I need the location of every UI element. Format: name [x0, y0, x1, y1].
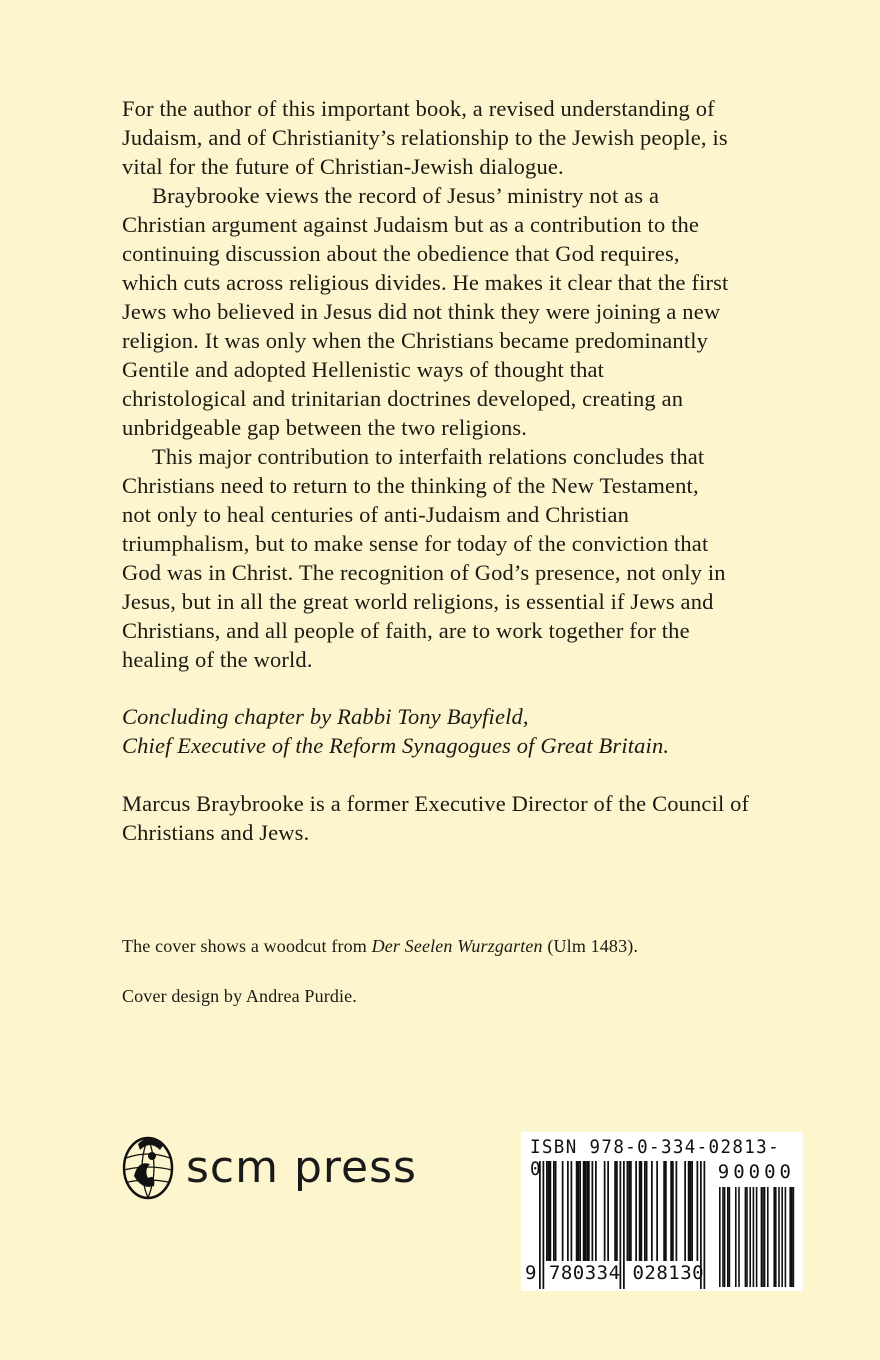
- blurb-line: which cuts across religious divides. He makes it clear that the first: [122, 270, 729, 295]
- author-bio-line: Marcus Braybrooke is a former Executive Director of the Council of: [122, 791, 750, 816]
- globe-woodcut-icon: [120, 1130, 180, 1205]
- price-addon-number: 90000: [717, 1161, 795, 1183]
- addon-bar: [785, 1187, 787, 1287]
- blurb-line: Gentile and adopted Hellenistic ways of thought that: [122, 357, 605, 382]
- addon-bar: [729, 1187, 731, 1287]
- blurb-line: Christians need to return to the thinking of the New Testament,: [122, 473, 699, 498]
- addon-bar: [727, 1187, 729, 1287]
- cover-credit: [122, 932, 638, 961]
- addon-bar: [724, 1187, 726, 1287]
- publisher-name: scm press: [186, 1142, 417, 1193]
- blurb-line: For the author of this important book, a revised understanding of: [122, 96, 715, 121]
- addon-bar: [745, 1187, 747, 1287]
- addon-bar: [761, 1187, 763, 1287]
- addon-bar: [719, 1187, 721, 1287]
- blurb-line: continuing discussion about the obedience that God requires,: [122, 241, 680, 266]
- addon-bar: [793, 1187, 795, 1287]
- blurb-line: Christian argument against Judaism but as a contribution to the: [122, 212, 700, 237]
- addon-bar: [789, 1187, 791, 1287]
- addon-bar: [722, 1187, 724, 1287]
- concluding-credit-line: Concluding chapter by Rabbi Tony Bayfield,: [122, 704, 529, 729]
- blurb-line: unbridgeable gap between the two religions.: [122, 415, 528, 440]
- addon-bar: [775, 1187, 777, 1287]
- ean-number: 9 780334 028130: [525, 1262, 705, 1284]
- woodcut-source-title: Der Seelen Wurzgarten: [371, 936, 543, 956]
- addon-bar: [781, 1187, 783, 1287]
- publisher-logo: [120, 1130, 420, 1205]
- cover-design-credit: Cover design by Andrea Purdie.: [122, 986, 357, 1006]
- blurb-line: not only to heal centuries of anti-Judaism and Christian: [122, 502, 630, 527]
- addon-bar: [773, 1187, 775, 1287]
- addon-bar: [764, 1187, 766, 1287]
- addon-bar: [756, 1187, 758, 1287]
- addon-bar: [762, 1187, 764, 1287]
- author-bio-line: Christians and Jews.: [122, 820, 310, 845]
- addon-bar: [738, 1187, 740, 1287]
- blurb-line: Jesus, but in all the great world religions, is essential if Jews and: [122, 589, 714, 614]
- blurb-line: Christians, and all people of faith, are to work together for the: [122, 618, 690, 643]
- addon-bar: [791, 1187, 793, 1287]
- addon-bar: [746, 1187, 748, 1287]
- blurb-line: christological and trinitarian doctrines developed, creating an: [122, 386, 684, 411]
- addon-bar: [778, 1187, 780, 1287]
- isbn-label: ISBN 978-0-334-02813-0: [530, 1136, 780, 1180]
- cover-credit-text: The cover shows a woodcut from: [122, 936, 372, 956]
- blurb-line: vital for the future of Christian-Jewish dialogue.: [122, 154, 564, 179]
- cover-credit-text: (Ulm 1483).: [542, 936, 639, 956]
- addon-bar: [735, 1187, 737, 1287]
- addon-bar: [767, 1187, 769, 1287]
- blurb-line: Braybrooke views the record of Jesus’ ministry not as a: [152, 183, 660, 208]
- blurb-line: Judaism, and of Christianity’s relationship to the Jewish people, is: [122, 125, 728, 150]
- isbn-barcode: [521, 1132, 803, 1291]
- blurb-line: triumphalism, but to make sense for today of the conviction that: [122, 531, 709, 556]
- blurb-line: This major contribution to interfaith relations concludes that: [152, 444, 705, 469]
- blurb-line: God was in Christ. The recognition of God’s presence, not only in: [122, 560, 726, 585]
- addon-bar: [753, 1187, 755, 1287]
- blurb-line: religion. It was only when the Christians became predominantly: [122, 328, 709, 353]
- blurb-line: healing of the world.: [122, 647, 313, 672]
- blurb-line: Jews who believed in Jesus did not think they were joining a new: [122, 299, 721, 324]
- addon-bar: [749, 1187, 751, 1287]
- concluding-credit-line: Chief Executive of the Reform Synagogues of Great Britain.: [122, 733, 670, 758]
